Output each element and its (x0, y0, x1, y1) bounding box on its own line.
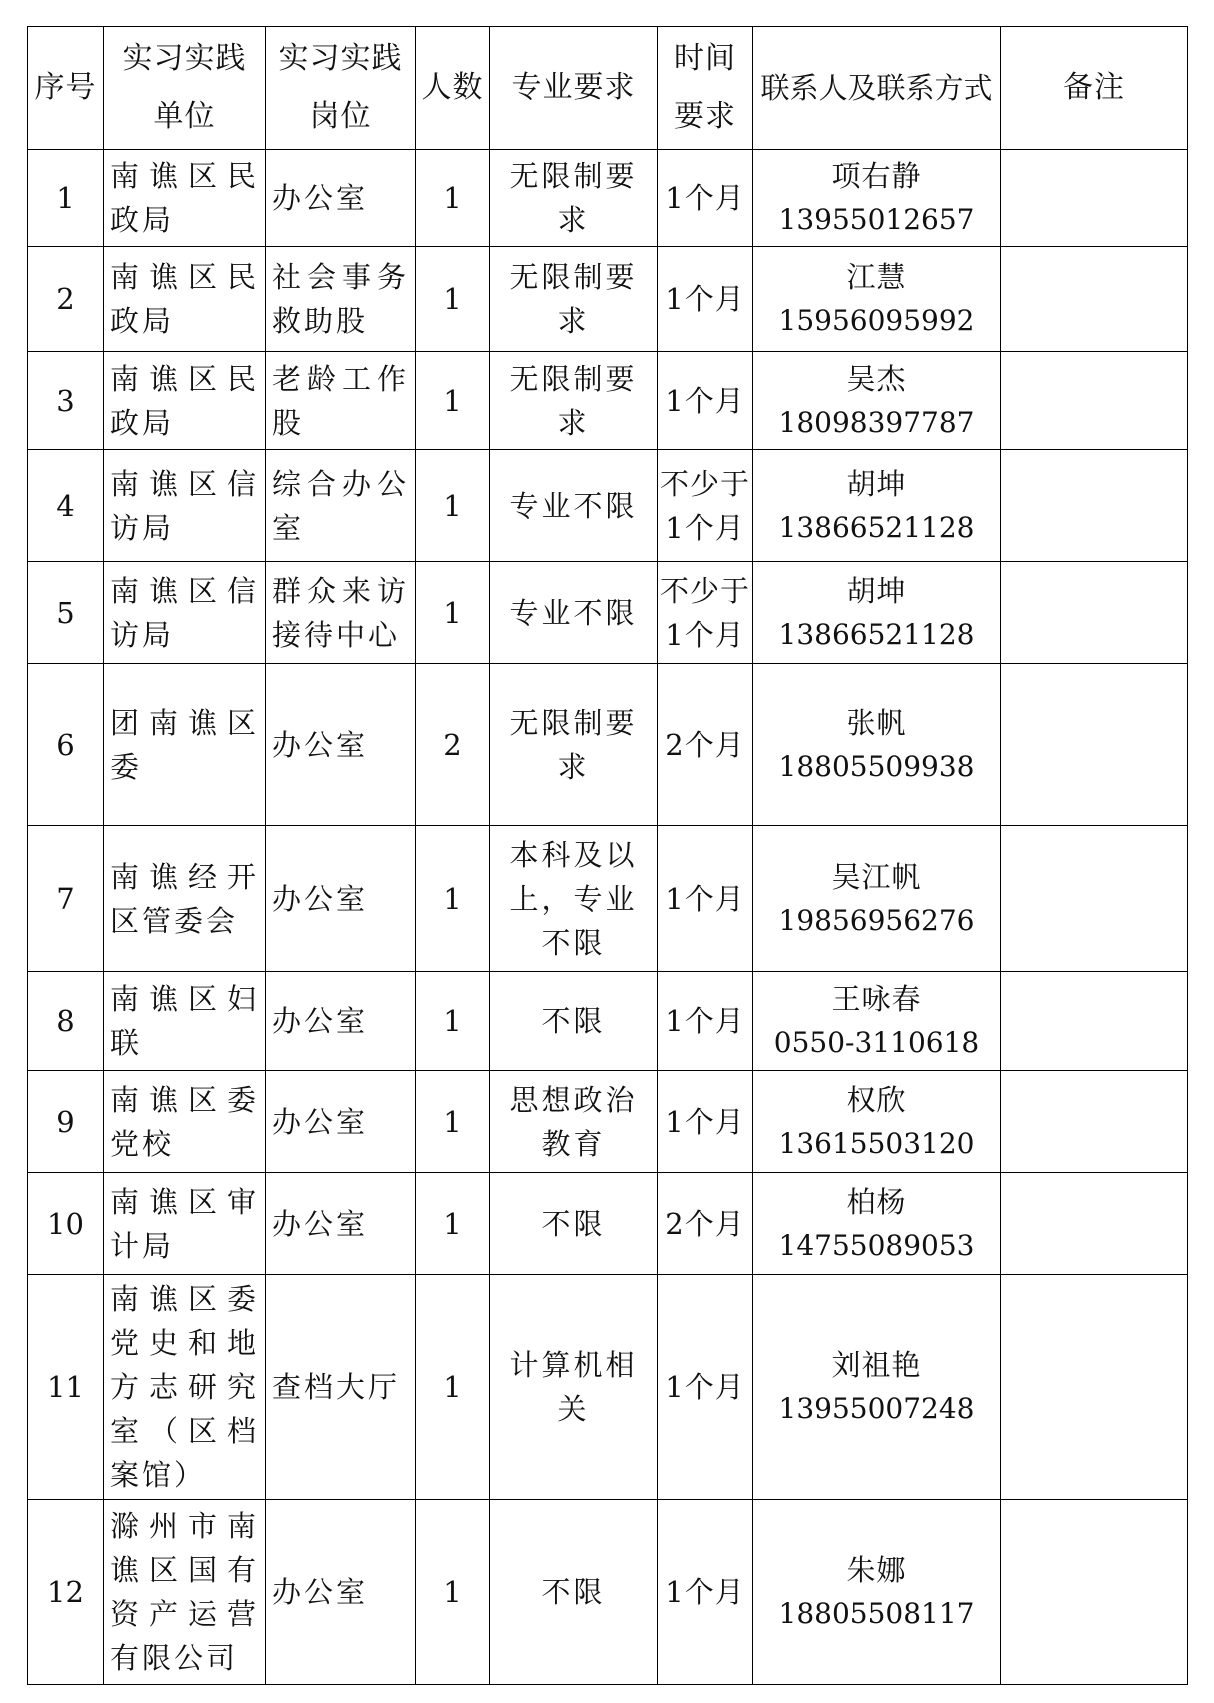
cell-count: 1 (416, 450, 490, 562)
cell-count: 1 (416, 150, 490, 247)
cell-note (1001, 1173, 1188, 1275)
cell-contact (753, 1500, 1001, 1685)
cell-contact (753, 1173, 1001, 1275)
table-row (28, 1071, 1188, 1173)
contact-phone: 13866521128 (778, 617, 975, 651)
header-unit: 实习实践单位 (104, 27, 266, 150)
cell-major: 计算机相关 (490, 1275, 658, 1500)
cell-post: 老龄工作股 (266, 352, 416, 450)
cell-major: 专业不限 (490, 562, 658, 664)
header-major: 专业要求 (490, 27, 658, 150)
cell-seq: 5 (28, 562, 104, 664)
cell-note (1001, 352, 1188, 450)
table-row (28, 562, 1188, 664)
table-row (28, 664, 1188, 826)
cell-time: 1个月 (658, 1500, 753, 1685)
table-row (28, 826, 1188, 972)
cell-post: 办公室 (266, 664, 416, 826)
contact-phone: 13955007248 (778, 1392, 975, 1425)
cell-time: 1个月 (658, 826, 753, 972)
cell-seq: 2 (28, 247, 104, 352)
cell-contact (753, 562, 1001, 664)
header-seq: 序号 (28, 27, 104, 150)
cell-count: 1 (416, 1071, 490, 1173)
cell-post: 办公室 (266, 1173, 416, 1275)
cell-major: 无限制要求 (490, 352, 658, 450)
cell-note (1001, 150, 1188, 247)
contact-phone: 13866521128 (778, 510, 975, 544)
table-row (28, 150, 1188, 247)
cell-unit: 南谯区信访局 (104, 562, 266, 664)
table-row (28, 352, 1188, 450)
cell-count: 2 (416, 664, 490, 826)
cell-major: 不限 (490, 1173, 658, 1275)
table-row (28, 1500, 1188, 1685)
cell-post: 办公室 (266, 1500, 416, 1685)
cell-post: 办公室 (266, 150, 416, 247)
cell-seq: 3 (28, 352, 104, 450)
cell-unit: 团南谯区委 (104, 664, 266, 826)
cell-count: 1 (416, 247, 490, 352)
contact-name: 刘祖艳 (831, 1348, 922, 1382)
cell-seq: 12 (28, 1500, 104, 1685)
contact-name: 柏杨 (846, 1184, 907, 1219)
cell-unit: 南谯区委党校 (104, 1071, 266, 1173)
contact-name: 权欣 (846, 1082, 907, 1117)
contact-phone: 13615503120 (778, 1126, 975, 1160)
cell-note (1001, 450, 1188, 562)
cell-unit: 南谯区民政局 (104, 247, 266, 352)
contact-name: 张帆 (846, 705, 907, 740)
contact-name: 朱娜 (846, 1553, 907, 1587)
cell-unit: 南谯区民政局 (104, 352, 266, 450)
contact-name: 吴江帆 (831, 859, 922, 894)
internship-positions-table (27, 26, 1188, 1685)
cell-note (1001, 972, 1188, 1071)
cell-unit: 南谯区信访局 (104, 450, 266, 562)
cell-unit: 滁州市南谯区国有资产运营有限公司 (104, 1500, 266, 1685)
cell-time: 1个月 (658, 150, 753, 247)
cell-contact (753, 150, 1001, 247)
cell-time: 1个月 (658, 352, 753, 450)
cell-time: 2个月 (658, 1173, 753, 1275)
cell-unit: 南谯区审计局 (104, 1173, 266, 1275)
contact-phone: 14755089053 (778, 1228, 975, 1262)
cell-time: 1个月 (658, 972, 753, 1071)
contact-phone: 18805508117 (778, 1597, 975, 1630)
cell-post: 办公室 (266, 1071, 416, 1173)
cell-major: 思想政治教育 (490, 1071, 658, 1173)
cell-seq: 7 (28, 826, 104, 972)
cell-note (1001, 1275, 1188, 1500)
contact-phone: 15956095992 (778, 304, 975, 337)
table-header-row (28, 27, 1188, 150)
table-row (28, 1275, 1188, 1500)
cell-seq: 9 (28, 1071, 104, 1173)
contact-name: 项右静 (831, 159, 922, 193)
cell-major: 不限 (490, 1500, 658, 1685)
cell-note (1001, 562, 1188, 664)
table-row (28, 247, 1188, 352)
cell-seq: 8 (28, 972, 104, 1071)
cell-contact (753, 450, 1001, 562)
cell-count: 1 (416, 1173, 490, 1275)
contact-phone: 18805509938 (778, 749, 975, 783)
contact-name: 江慧 (846, 260, 907, 294)
cell-major: 无限制要求 (490, 247, 658, 352)
cell-seq: 1 (28, 150, 104, 247)
cell-count: 1 (416, 1275, 490, 1500)
cell-count: 1 (416, 972, 490, 1071)
cell-contact (753, 664, 1001, 826)
cell-major: 不限 (490, 972, 658, 1071)
cell-contact (753, 247, 1001, 352)
table-body (28, 150, 1188, 1685)
internship-table-sheet (27, 26, 1187, 1685)
table-row (28, 972, 1188, 1071)
cell-major: 专业不限 (490, 450, 658, 562)
cell-note (1001, 1071, 1188, 1173)
contact-phone: 0550-3110618 (773, 1026, 980, 1059)
cell-time: 不少于1个月 (658, 450, 753, 562)
cell-contact (753, 972, 1001, 1071)
header-count: 人数 (416, 27, 490, 150)
cell-count: 1 (416, 562, 490, 664)
cell-seq: 4 (28, 450, 104, 562)
cell-major: 无限制要求 (490, 150, 658, 247)
contact-name: 王咏春 (831, 982, 922, 1016)
cell-unit: 南谯区委党史和地方志研究室（区档案馆） (104, 1275, 266, 1500)
cell-post: 社会事务救助股 (266, 247, 416, 352)
cell-post: 综合办公室 (266, 450, 416, 562)
table-row (28, 450, 1188, 562)
cell-major: 无限制要求 (490, 664, 658, 826)
cell-note (1001, 247, 1188, 352)
cell-count: 1 (416, 352, 490, 450)
contact-phone: 19856956276 (778, 903, 975, 937)
cell-contact (753, 1275, 1001, 1500)
cell-count: 1 (416, 826, 490, 972)
cell-note (1001, 1500, 1188, 1685)
cell-time: 1个月 (658, 1071, 753, 1173)
cell-note (1001, 826, 1188, 972)
contact-name: 胡坤 (846, 573, 907, 608)
cell-seq: 10 (28, 1173, 104, 1275)
header-time: 时间要求 (658, 27, 753, 150)
contact-name: 胡坤 (846, 466, 907, 501)
cell-post: 群众来访接待中心 (266, 562, 416, 664)
cell-time: 2个月 (658, 664, 753, 826)
contact-phone: 13955012657 (778, 203, 975, 236)
contact-name: 吴杰 (846, 361, 907, 396)
cell-time: 1个月 (658, 1275, 753, 1500)
cell-post: 查档大厅 (266, 1275, 416, 1500)
cell-contact (753, 826, 1001, 972)
contact-phone: 18098397787 (778, 405, 975, 439)
cell-unit: 南谯经开区管委会 (104, 826, 266, 972)
header-note: 备注 (1001, 27, 1188, 150)
cell-unit: 南谯区民政局 (104, 150, 266, 247)
header-post: 实习实践岗位 (266, 27, 416, 150)
cell-contact (753, 1071, 1001, 1173)
cell-post: 办公室 (266, 826, 416, 972)
cell-seq: 11 (28, 1275, 104, 1500)
cell-count: 1 (416, 1500, 490, 1685)
cell-time: 不少于1个月 (658, 562, 753, 664)
cell-post: 办公室 (266, 972, 416, 1071)
table-row (28, 1173, 1188, 1275)
cell-major: 本科及以上，专业不限 (490, 826, 658, 972)
cell-seq: 6 (28, 664, 104, 826)
header-contact: 联系人及联系方式 (753, 27, 1001, 150)
cell-contact (753, 352, 1001, 450)
cell-note (1001, 664, 1188, 826)
cell-unit: 南谯区妇联 (104, 972, 266, 1071)
cell-time: 1个月 (658, 247, 753, 352)
